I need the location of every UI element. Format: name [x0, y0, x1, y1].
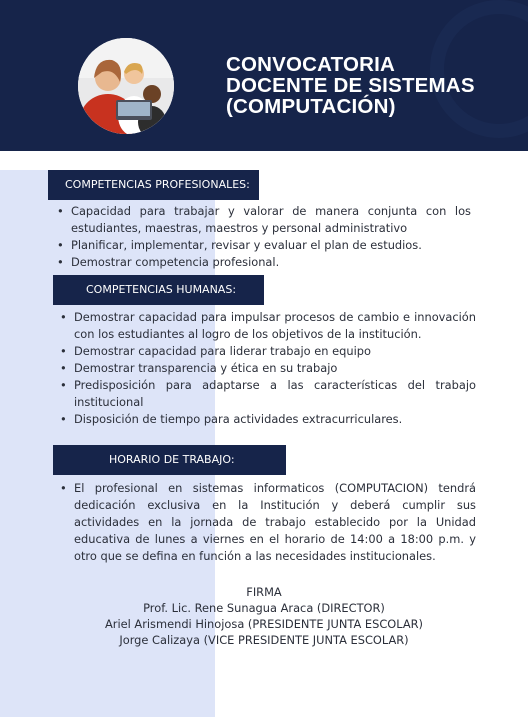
section-label-competencias-profesionales: COMPETENCIAS PROFESIONALES:: [48, 170, 259, 200]
list-item: • Demostrar capacidad para impulsar procesos de cambio e innovación con los estudiantes al logro de los objetivos de la institución.: [60, 309, 476, 343]
list-item: • Demostrar capacidad para liderar trabajo en equipo: [60, 343, 476, 360]
section-label-competencias-humanas: COMPETENCIAS HUMANAS:: [53, 275, 264, 305]
list-item: • Capacidad para trabajar y valorar de manera conjunta con los estudiantes, maestras, maestros y personal administrativo: [57, 203, 471, 237]
signature-block: [0, 584, 528, 648]
signature-heading: FIRMA: [246, 585, 282, 599]
title-line: CONVOCATORIA: [226, 53, 396, 76]
section-label-horario-de-trabajo: HORARIO DE TRABAJO:: [53, 445, 286, 475]
page-title: [226, 54, 475, 117]
list-item: • Planificar, implementar, revisar y evaluar el plan de estudios.: [57, 237, 471, 254]
signature-line: Jorge Calizaya (VICE PRESIDENTE JUNTA ESCOLAR): [119, 633, 409, 647]
signature-line: Ariel Arismendi Hinojosa (PRESIDENTE JUNTA ESCOLAR): [104, 617, 424, 631]
title-line: (COMPUTACIÓN): [226, 95, 396, 118]
list-item: • El profesional en sistemas informaticos (COMPUTACION) tendrá dedicación exclusiva en la Institución y deberá cumplir sus actividades en la jornada de trabajo establecido por la Unidad educativa de lunes a viernes en el horario de 14:00 a 18:00 p.m. y otro que se defina en función a las necesidades institucionales.: [60, 480, 476, 565]
list-horario-de-trabajo: [60, 480, 476, 565]
title-line: DOCENTE DE SISTEMAS: [226, 74, 475, 97]
list-item: • Demostrar transparencia y ética en su trabajo: [60, 360, 476, 377]
list-item: • Demostrar competencia profesional.: [57, 254, 471, 271]
list-item: • Predisposición para adaptarse a las características del trabajo institucional: [60, 377, 476, 411]
list-competencias-profesionales: [57, 203, 471, 271]
classroom-photo: [78, 38, 174, 134]
signature-line: Prof. Lic. Rene Sunagua Araca (DIRECTOR): [143, 601, 385, 615]
list-competencias-humanas: [60, 309, 476, 428]
header-banner: [0, 0, 528, 151]
list-item: • Disposición de tiempo para actividades extracurriculares.: [60, 411, 476, 428]
